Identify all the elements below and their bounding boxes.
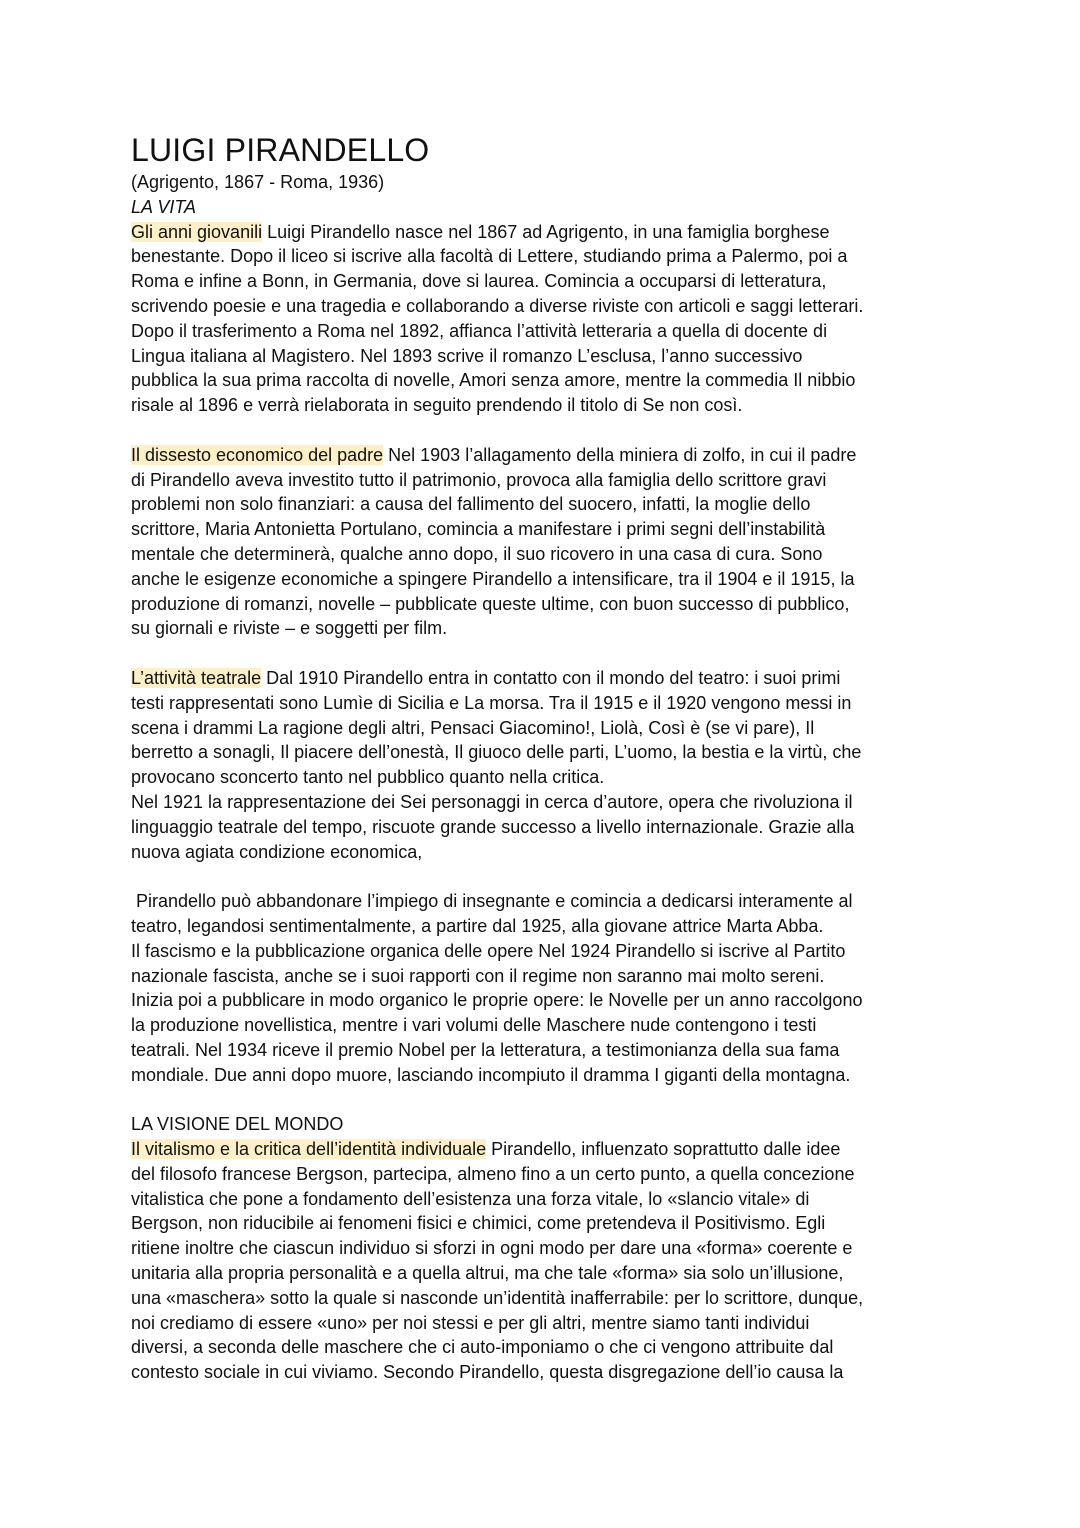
paragraph-line: Bergson, non riducibile ai fenomeni fisici e chimici, come pretendeva il Positivismo. Egli [131,1213,826,1234]
paragraph-line: noi crediamo di essere «uno» per noi stessi e per gli altri, mentre siamo tanti individui [131,1312,810,1333]
paragraph-first-line [131,1137,961,1162]
paragraph-line: Roma e infine a Bonn, in Germania, dove si laurea. Comincia a occuparsi di letteratura, [131,271,827,292]
paragraph-spacer [131,864,961,889]
paragraph-line: produzione di romanzi, novelle – pubblicate queste ultime, con buon successo di pubblico, [131,593,850,614]
paragraph-line: una «maschera» sotto la quale si nasconde un’identità inafferrabile: per lo scrittore, dunque, [131,1287,864,1308]
paragraph-text: Pirandello, influenzato soprattutto dalle idee [486,1139,841,1160]
document-subtitle: (Agrigento, 1867 - Roma, 1936) [131,172,385,192]
paragraph-line: mondiale. Due anni dopo muore, lasciando incompiuto il dramma I giganti della montagna. [131,1064,851,1085]
paragraph-line: scrittore, Maria Antonietta Portulano, comincia a manifestare i primi segni dell’instabilità [131,519,826,540]
paragraph-text: Nel 1903 l’allagamento della miniera di zolfo, in cui il padre [383,444,857,465]
paragraph-spacer [131,418,961,443]
paragraph-line: Pirandello può abbandonare l’impiego di insegnante e comincia a dedicarsi interamente al [131,891,853,912]
paragraph-line: vitalistica che pone a fondamento dell’esistenza una forza vitale, lo «slancio vitale» di [131,1188,810,1209]
paragraph-line: testi rappresentati sono Lumìe di Sicilia e La morsa. Tra il 1915 e il 1920 vengono messi in [131,692,852,713]
paragraph-line: di Pirandello aveva investito tutto il patrimonio, provoca alla famiglia dello scrittore gravi [131,469,827,490]
paragraph-line: nazionale fascista, anche se i suoi rapporti con il regime non saranno mai molto sereni. [131,965,825,986]
paragraph-dissesto-economico [131,443,961,641]
document-title: LUIGI PIRANDELLO [131,132,430,168]
paragraph-first-line [131,220,961,245]
paragraph-line: Il fascismo e la pubblicazione organica delle opere Nel 1924 Pirandello si iscrive al Partito [131,940,846,961]
paragraph-line: su giornali e riviste – e soggetti per film. [131,618,448,639]
paragraph-line: Dopo il trasferimento a Roma nel 1892, affianca l’attività letteraria a quella di docente di [131,320,828,341]
paragraph-text: Dal 1910 Pirandello entra in contatto con il mondo del teatro: i suoi primi [261,667,841,688]
paragraph-vitalismo [131,1137,961,1385]
paragraph-line: scrivendo poesie e una tragedia e collaborando a diverse riviste con articoli e saggi letterari. [131,295,864,316]
paragraph-line: contesto sociale in cui viviamo. Secondo Pirandello, questa disgregazione dell’io causa la [131,1362,844,1383]
paragraph-line: problemi non solo finanziari: a causa del fallimento del suocero, infatti, la moglie dello [131,494,811,515]
paragraph-text: Luigi Pirandello nasce nel 1867 ad Agrigento, in una famiglia borghese [262,221,830,242]
section-heading-visione: LA VISIONE DEL MONDO [131,1114,344,1135]
paragraph-line: teatro, legandosi sentimentalmente, a partire dal 1925, alla giovane attrice Marta Abba. [131,915,824,936]
paragraph-line: Inizia poi a pubblicare in modo organico le proprie opere: le Novelle per un anno raccolgono [131,990,863,1011]
paragraph-spacer [131,1087,961,1112]
paragraph-line: Nel 1921 la rappresentazione dei Sei personaggi in cerca d’autore, opera che rivoluziona il [131,791,853,812]
paragraph-line: nuova agiata condizione economica, [131,841,423,862]
highlighted-heading: L’attività teatrale [131,667,262,688]
paragraph-anni-giovanili [131,220,961,418]
paragraph-attivita-teatrale [131,666,961,864]
paragraph-fascismo-opere [131,889,961,1087]
section-heading-vita: LA VITA [131,196,197,217]
paragraph-line: diversi, a seconda delle maschere che ci auto-imponiamo o che ci vengono attribuite dal [131,1337,834,1358]
paragraph-line: pubblica la sua prima raccolta di novelle, Amori senza amore, mentre la commedia Il nibbio [131,370,856,391]
paragraph-line: benestante. Dopo il liceo si iscrive alla facoltà di Lettere, studiando prima a Palermo, poi a [131,246,848,267]
highlighted-heading: Il vitalismo e la critica dell’identità individuale [131,1139,487,1160]
paragraph-line: risale al 1896 e verrà rielaborata in seguito prendendo il titolo di Se non così. [131,395,743,416]
paragraph-line: Lingua italiana al Magistero. Nel 1893 scrive il romanzo L’esclusa, l’anno successivo [131,345,803,366]
paragraph-spacer [131,641,961,666]
paragraph-line: la produzione novellistica, mentre i vari volumi delle Maschere nude contengono i testi [131,1015,817,1036]
paragraph-line: berretto a sonagli, Il piacere dell’onestà, Il giuoco delle parti, L’uomo, la bestia e la virtù, che [131,742,862,763]
highlighted-heading: Il dissesto economico del padre [131,444,384,465]
paragraph-first-line [131,666,961,691]
paragraph-line: scena i drammi La ragione degli altri, Pensaci Giacomino!, Liolà, Così è (se vi pare), Il [131,717,815,738]
paragraph-line: linguaggio teatrale del tempo, riscuote grande successo a livello internazionale. Grazie alla [131,816,855,837]
document-page [131,130,961,1385]
paragraph-line: ritiene inoltre che ciascun individuo si sforzi in ogni modo per dare una «forma» coerente e [131,1238,853,1259]
paragraph-first-line [131,443,961,468]
paragraph-line: mentale che determinerà, qualche anno dopo, il suo ricovero in una casa di cura. Sono [131,543,823,564]
paragraph-line: unitaria alla propria personalità e a quella altrui, ma che tale «forma» sia solo un’illusione, [131,1263,844,1284]
highlighted-heading: Gli anni giovanili [131,221,263,242]
paragraph-line: teatrali. Nel 1934 riceve il premio Nobel per la letteratura, a testimonianza della sua fama [131,1039,840,1060]
paragraph-line: del filosofo francese Bergson, partecipa, almeno fino a un certo punto, a quella concezione [131,1163,855,1184]
paragraph-line: anche le esigenze economiche a spingere Pirandello a intensificare, tra il 1904 e il 1915, la [131,568,855,589]
paragraph-line: provocano sconcerto tanto nel pubblico quanto nella critica. [131,767,605,788]
